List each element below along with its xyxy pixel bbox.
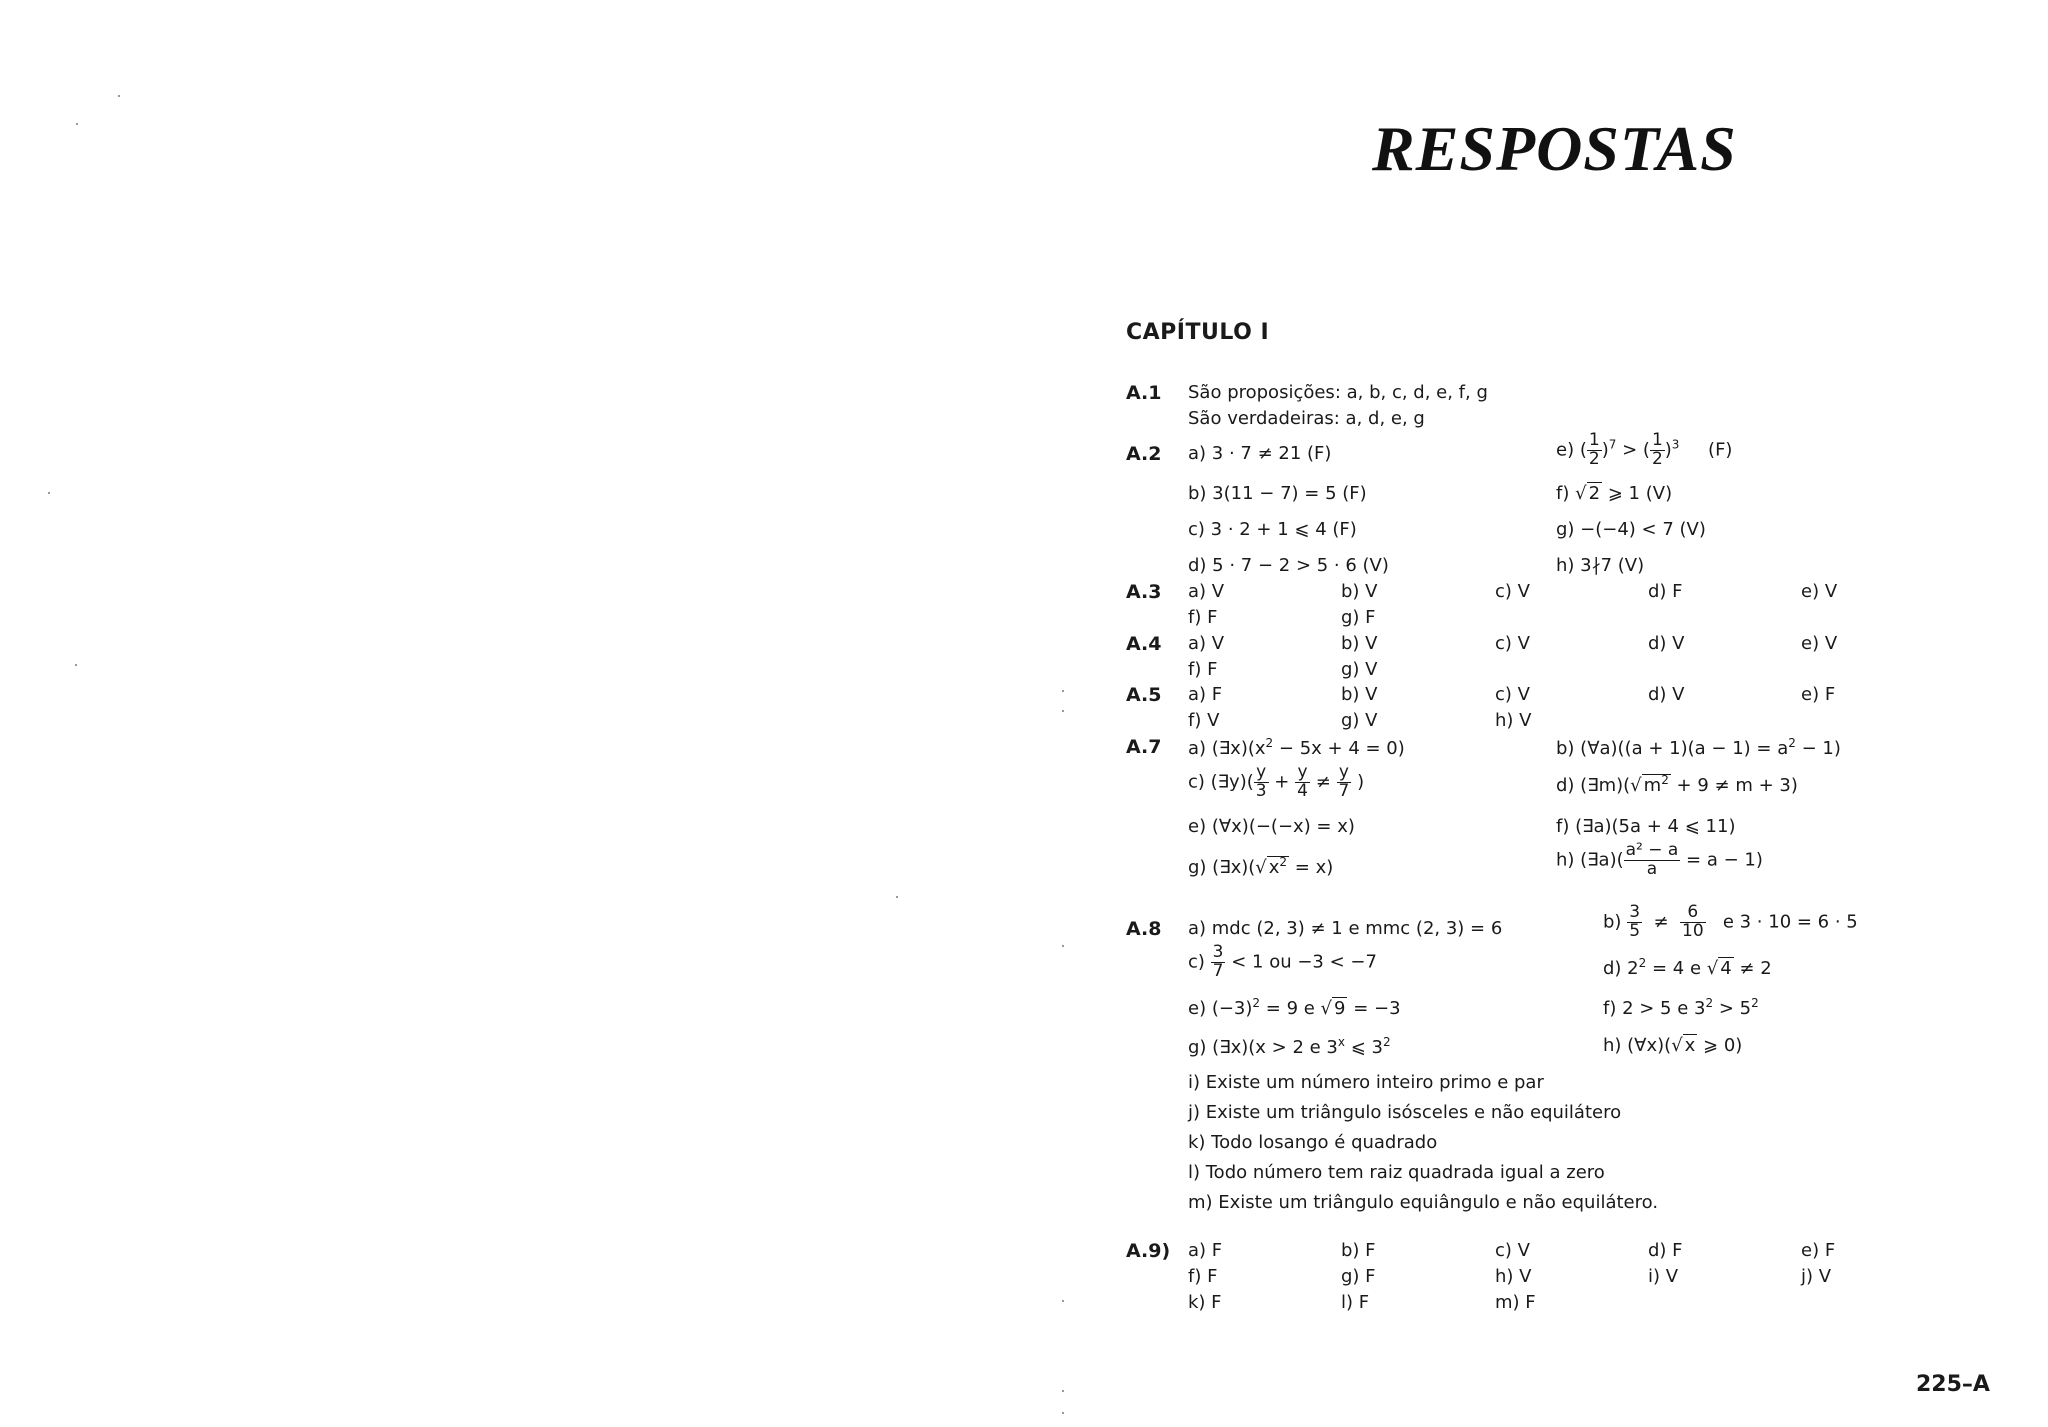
a8-item-j: j) Existe um triângulo isósceles e não equilátero: [1188, 1102, 1622, 1123]
a8-e-radicand: 9: [1334, 998, 1346, 1019]
a7-d-pre: d) (∃m)(: [1556, 775, 1631, 796]
answer-label-a8: A.8: [1126, 918, 1162, 940]
a2-f-radicand: 2: [1588, 483, 1601, 504]
a7-b-post: − 1): [1795, 738, 1841, 759]
a4-item-c: c) V: [1495, 633, 1530, 654]
a8-c-frac-num: 3: [1212, 942, 1224, 962]
a8-item-i: i) Existe um número inteiro primo e par: [1188, 1072, 1544, 1093]
a7-item-e: e) (∀x)(−(−x) = x): [1188, 816, 1355, 837]
a2-e-prefix: e): [1556, 439, 1575, 461]
a3-item-e: e) V: [1801, 581, 1838, 602]
a7-h-post: = a − 1): [1680, 849, 1763, 871]
a3-item-g: g) F: [1341, 607, 1376, 628]
a8-f-mid: > 5: [1713, 998, 1752, 1019]
a7-d-rad-base: m: [1643, 775, 1662, 796]
a9-item-m: m) F: [1495, 1292, 1536, 1313]
a7-h-pre: h) (∃a)(: [1556, 849, 1624, 871]
gutter-mark: [1062, 690, 1064, 692]
a7-a-post: − 5x + 4 = 0): [1273, 738, 1405, 759]
a8-e-post: = −3: [1347, 998, 1401, 1019]
a8-d-pre: d) 2: [1603, 958, 1639, 979]
a1-line-2: São verdadeiras: a, d, e, g: [1188, 408, 1425, 429]
a9-item-f: f) F: [1188, 1266, 1218, 1287]
a9-item-k: k) F: [1188, 1292, 1222, 1313]
a2-e-frac1-num: 1: [1588, 430, 1600, 450]
a4-item-f: f) F: [1188, 659, 1218, 680]
a2-item-d: d) 5 · 7 − 2 > 5 · 6 (V): [1188, 555, 1389, 576]
a7-item-h: [1556, 842, 1763, 879]
a8-item-l: l) Todo número tem raiz quadrada igual a zero: [1188, 1162, 1605, 1183]
a5-item-g: g) V: [1341, 710, 1378, 731]
a9-item-e: e) F: [1801, 1240, 1836, 1261]
a8-h-pre: h) (∀x)(: [1603, 1035, 1672, 1056]
a7-item-a: [1188, 736, 1405, 759]
a8-b-frac2-num: 6: [1680, 904, 1706, 923]
a2-item-c: c) 3 · 2 + 1 ⩽ 4 (F): [1188, 519, 1357, 540]
a8-item-b: [1603, 904, 1858, 941]
a2-item-h: h) 3∤7 (V): [1556, 555, 1645, 576]
a7-item-f: f) (∃a)(5a + 4 ⩽ 11): [1556, 816, 1736, 837]
a2-e-frac1: [1587, 432, 1602, 469]
a8-e-mid: = 9 e: [1260, 998, 1321, 1019]
a5-item-h: h) V: [1495, 710, 1532, 731]
a8-item-g: [1188, 1035, 1391, 1058]
a8-d-post: ≠ 2: [1733, 958, 1772, 979]
a8-d-mid: = 4 e: [1646, 958, 1707, 979]
a2-e-gt: >: [1622, 439, 1638, 461]
a7-g-post: = x): [1289, 857, 1334, 878]
a7-c-plus: +: [1274, 771, 1290, 793]
a8-item-d: d) $2^2 = 4$ e √ 4 ≠ 2: [1603, 956, 1772, 979]
a7-c-frac2: [1295, 764, 1310, 801]
answer-label-a3: A.3: [1126, 581, 1162, 603]
a7-g-radicand: [1267, 856, 1289, 878]
a3-item-b: b) V: [1341, 581, 1378, 602]
a7-c-frac2-num: y: [1295, 764, 1310, 783]
a2-item-f: f) √ 2 ⩾ 1 (V): [1556, 483, 1673, 504]
answer-label-a4: A.4: [1126, 633, 1162, 655]
a7-c-frac1: [1254, 764, 1269, 801]
a7-item-c: [1188, 764, 1364, 801]
scan-speck: [75, 664, 77, 666]
page-number: 225–A: [1916, 1372, 1990, 1397]
a8-item-m: m) Existe um triângulo equiângulo e não equilátero.: [1188, 1192, 1659, 1213]
gutter-mark: [1062, 945, 1064, 947]
a2-item-e: e) ( $\frac{1}{2}$ )$^7$ > ( $\frac{1}{2}$ )$^3$ (F): [1556, 430, 1733, 469]
a7-c-frac1-num: y: [1254, 764, 1269, 783]
a2-e-frac2-den: 2: [1651, 448, 1663, 469]
a2-item-g: g) −(−4) < 7 (V): [1556, 519, 1706, 540]
a7-h-frac: [1624, 842, 1681, 879]
a7-c-frac3-num: y: [1337, 764, 1352, 783]
a7-item-d: d) (∃m)(√ $m^2 + 9 \ne m + 3$): [1556, 773, 1798, 796]
a7-c-frac3-den: 7: [1338, 780, 1350, 801]
a2-e-frac1-den: 2: [1588, 448, 1600, 469]
scan-speck: [48, 492, 50, 494]
a8-c-frac-den: 7: [1212, 960, 1224, 981]
scan-speck: [896, 896, 898, 898]
a8-b-frac2: [1680, 904, 1706, 941]
a2-f-prefix: f): [1556, 483, 1570, 504]
a7-g-pre: g) (∃x)(: [1188, 857, 1256, 878]
a8-b-post: e 3 · 10 = 6 · 5: [1722, 911, 1858, 933]
gutter-mark: [1062, 1390, 1064, 1392]
a7-d-radicand: [1642, 774, 1671, 796]
answer-label-a1: A.1: [1126, 382, 1162, 404]
a8-item-k: k) Todo losango é quadrado: [1188, 1132, 1438, 1153]
a7-c-neq: ≠: [1315, 771, 1331, 793]
a8-e-sup: 2: [1252, 996, 1261, 1010]
a8-c-pre: c): [1188, 951, 1205, 973]
a5-item-e: e) F: [1801, 684, 1836, 705]
a8-c-post: < 1 ou −3 < −7: [1231, 951, 1377, 973]
a1-line-1: São proposições: a, b, c, d, e, f, g: [1188, 382, 1488, 403]
a8-b-neq: ≠: [1653, 911, 1669, 933]
a8-d-radicand: 4: [1720, 958, 1732, 979]
a9-item-c: c) V: [1495, 1240, 1530, 1261]
a2-e-frac2-num: 1: [1651, 430, 1663, 450]
a7-c-close: ): [1357, 771, 1365, 793]
a8-h-post: ⩾ 0): [1697, 1035, 1743, 1056]
a7-c-frac1-den: 3: [1255, 780, 1267, 801]
a7-c-frac2-den: 4: [1297, 780, 1308, 801]
a8-b-pre: b): [1603, 911, 1622, 933]
a8-g-pre: g) (∃x)(x > 2 e 3: [1188, 1037, 1338, 1058]
a8-item-f: [1603, 996, 1759, 1019]
a7-h-frac-den: a: [1646, 858, 1658, 879]
gutter-mark: [1062, 1300, 1064, 1302]
a5-item-b: b) V: [1341, 684, 1378, 705]
scan-speck: [76, 123, 78, 125]
a8-h-radicand: x: [1684, 1035, 1696, 1056]
a4-item-d: d) V: [1648, 633, 1685, 654]
a9-item-j: j) V: [1801, 1266, 1832, 1287]
a8-item-c: [1188, 944, 1377, 981]
a4-item-e: e) V: [1801, 633, 1838, 654]
a4-item-b: b) V: [1341, 633, 1378, 654]
a9-item-g: g) F: [1341, 1266, 1376, 1287]
a7-g-rad-base: x: [1268, 857, 1280, 878]
a7-b-sup: 2: [1788, 736, 1796, 750]
a8-b-frac1: [1627, 904, 1642, 941]
a2-f-rest: ⩾ 1 (V): [1607, 483, 1673, 504]
a2-item-a: a) 3 · 7 ≠ 21 (F): [1188, 443, 1332, 464]
a7-h-frac-num: a² − a: [1625, 840, 1679, 860]
a7-a-pre: a) (∃x)(x: [1188, 738, 1266, 759]
a3-item-f: f) F: [1188, 607, 1218, 628]
a4-item-g: g) V: [1341, 659, 1378, 680]
a8-g-mid: ⩽ 3: [1344, 1037, 1383, 1058]
page-title: RESPOSTAS: [1372, 113, 1737, 184]
a8-item-h: h) (∀x)(√ x ⩾ 0): [1603, 1035, 1743, 1056]
a7-a-sup: 2: [1265, 736, 1274, 750]
a2-e-frac2: [1650, 432, 1665, 469]
a7-g-sup: 2: [1279, 855, 1288, 869]
a9-item-h: h) V: [1495, 1266, 1532, 1287]
a3-item-c: c) V: [1495, 581, 1530, 602]
a8-b-frac1-den: 5: [1629, 920, 1641, 941]
a5-item-a: a) F: [1188, 684, 1223, 705]
a9-item-a: a) F: [1188, 1240, 1223, 1261]
answer-label-a5: A.5: [1126, 684, 1162, 706]
a5-item-c: c) V: [1495, 684, 1530, 705]
a7-item-b: [1556, 736, 1841, 759]
a2-e-exp1: 7: [1608, 437, 1617, 452]
a8-f-pre: f) 2 > 5 e 3: [1603, 998, 1706, 1019]
a3-item-a: a) V: [1188, 581, 1225, 602]
a7-c-pre: c) (∃y)(: [1188, 771, 1254, 793]
a8-g-sup1: x: [1337, 1035, 1345, 1049]
gutter-mark: [1062, 1412, 1064, 1414]
a8-b-frac1-num: 3: [1629, 902, 1641, 922]
a7-item-g: g) (∃x)(√ $x^2 = x$): [1188, 855, 1334, 878]
chapter-heading: CAPÍTULO I: [1126, 320, 1270, 345]
a9-item-i: i) V: [1648, 1266, 1679, 1287]
a8-c-frac: [1211, 944, 1226, 981]
a8-e-pre: e) (−3): [1188, 998, 1253, 1019]
gutter-mark: [1062, 710, 1064, 712]
a8-f-sup2: 2: [1751, 996, 1759, 1010]
a7-d-sup: 2: [1661, 773, 1669, 787]
a5-item-f: f) V: [1188, 710, 1220, 731]
answer-label-a9: A.9): [1126, 1240, 1171, 1262]
a8-d-sup: 2: [1638, 956, 1647, 970]
a8-item-e: e) $(-3)^2 = 9$ e √ 9 = −3: [1188, 996, 1401, 1019]
a7-d-post: + 9 ≠ m + 3): [1670, 775, 1798, 796]
a5-item-d: d) V: [1648, 684, 1685, 705]
a8-item-a: a) mdc (2, 3) ≠ 1 e mmc (2, 3) = 6: [1188, 918, 1503, 939]
a2-e-truth: (F): [1708, 439, 1733, 461]
a8-f-sup1: 2: [1705, 996, 1714, 1010]
a7-b-pre: b) (∀a)((a + 1)(a − 1) = a: [1556, 738, 1789, 759]
a9-item-b: b) F: [1341, 1240, 1376, 1261]
a8-g-sup2: 2: [1382, 1035, 1391, 1049]
a2-e-exp2: 3: [1671, 437, 1680, 452]
a7-c-frac3: [1337, 764, 1352, 801]
a9-item-l: l) F: [1341, 1292, 1370, 1313]
a8-b-frac2-den: 10: [1682, 920, 1704, 941]
a3-item-d: d) F: [1648, 581, 1683, 602]
answer-label-a2: A.2: [1126, 443, 1162, 465]
a9-item-d: d) F: [1648, 1240, 1683, 1261]
a2-item-b: b) 3(11 − 7) = 5 (F): [1188, 483, 1367, 504]
a4-item-a: a) V: [1188, 633, 1225, 654]
answer-label-a7: A.7: [1126, 736, 1162, 758]
scan-speck: [118, 95, 120, 97]
